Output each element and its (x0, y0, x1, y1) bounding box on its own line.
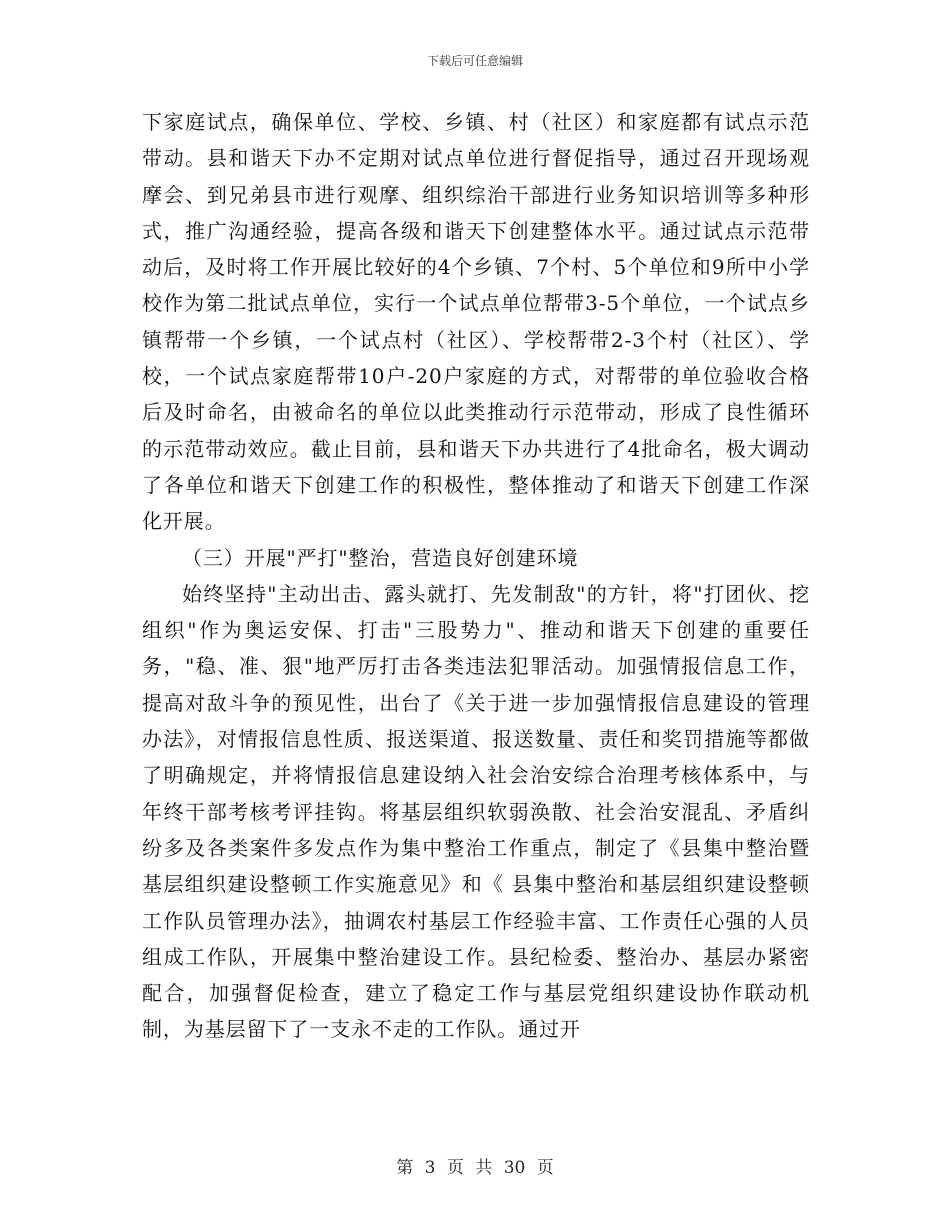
document-body (142, 104, 810, 1048)
section-heading: （三）开展"严打"整治，营造良好创建环境 (182, 545, 579, 570)
page-footer: 第 3 页 共 30 页 (396, 1158, 554, 1178)
page-header: 下载后可任意编辑 (426, 54, 523, 68)
paragraph-body: 始终坚持"主动出击、露头就打、先发制敌"的方针，将"打团伙、挖组织"作为奥运安保、打击"三股势力"、推动和谐天下创建的重要任务，"稳、准、狠"地严厉打击各类违法犯罪活动。加强情报信息工作，提高对敌斗争的预见性，出台了《关于进一步加强情报信息建设的管理办法》，对情报信息性质、报送渠道、报送数量、责任和奖罚措施等都做了明确规定，并将情报信息建设纳入社会治安综合治理考核体系中，与年终干部考核考评挂钩。将基层组织软弱涣散、社会治安混乱、矛盾纠纷多及各类案件多发点作为集中整治工作重点，制定了《县集中整治暨基层组织建设整顿工作实施意见》和《 县集中整治和基层组织建设整顿工作队员管理办法》，抽调农村基层工作经验丰富、工作责任心强的人员组成工作队，开展集中整治建设工作。县纪检委、整治办、基层办紧密配合，加强督促检查，建立了稳定工作与基层党组织建设协作联动机制，为基层留下了一支永不走的工作队。通过开 (142, 581, 810, 1042)
paragraph-continuation: 下家庭试点，确保单位、学校、乡镇、村（社区）和家庭都有试点示范带动。县和谐天下办不定期对试点单位进行督促指导，通过召开现场观摩会、到兄弟县市进行观摩、组织综治干部进行业务知识培训等多种形式，推广沟通经验，提高各级和谐天下创建整体水平。通过试点示范带动后，及时将工作开展比较好的4个乡镇、7个村、5个单位和9所中小学校作为第二批试点单位，实行一个试点单位帮带3-5个单位，一个试点乡镇帮带一个乡镇，一个试点村（社区）、学校帮带2-3个村（社区）、学校，一个试点家庭帮带10户-20户家庭的方式，对帮带的单位验收合格后及时命名，由被命名的单位以此类推动行示范带动，形成了良性循环的示范带动效应。截止目前，县和谐天下办共进行了4批命名，极大调动了各单位和谐天下创建工作的积极性，整体推动了和谐天下创建工作深化开展。 (142, 110, 810, 534)
